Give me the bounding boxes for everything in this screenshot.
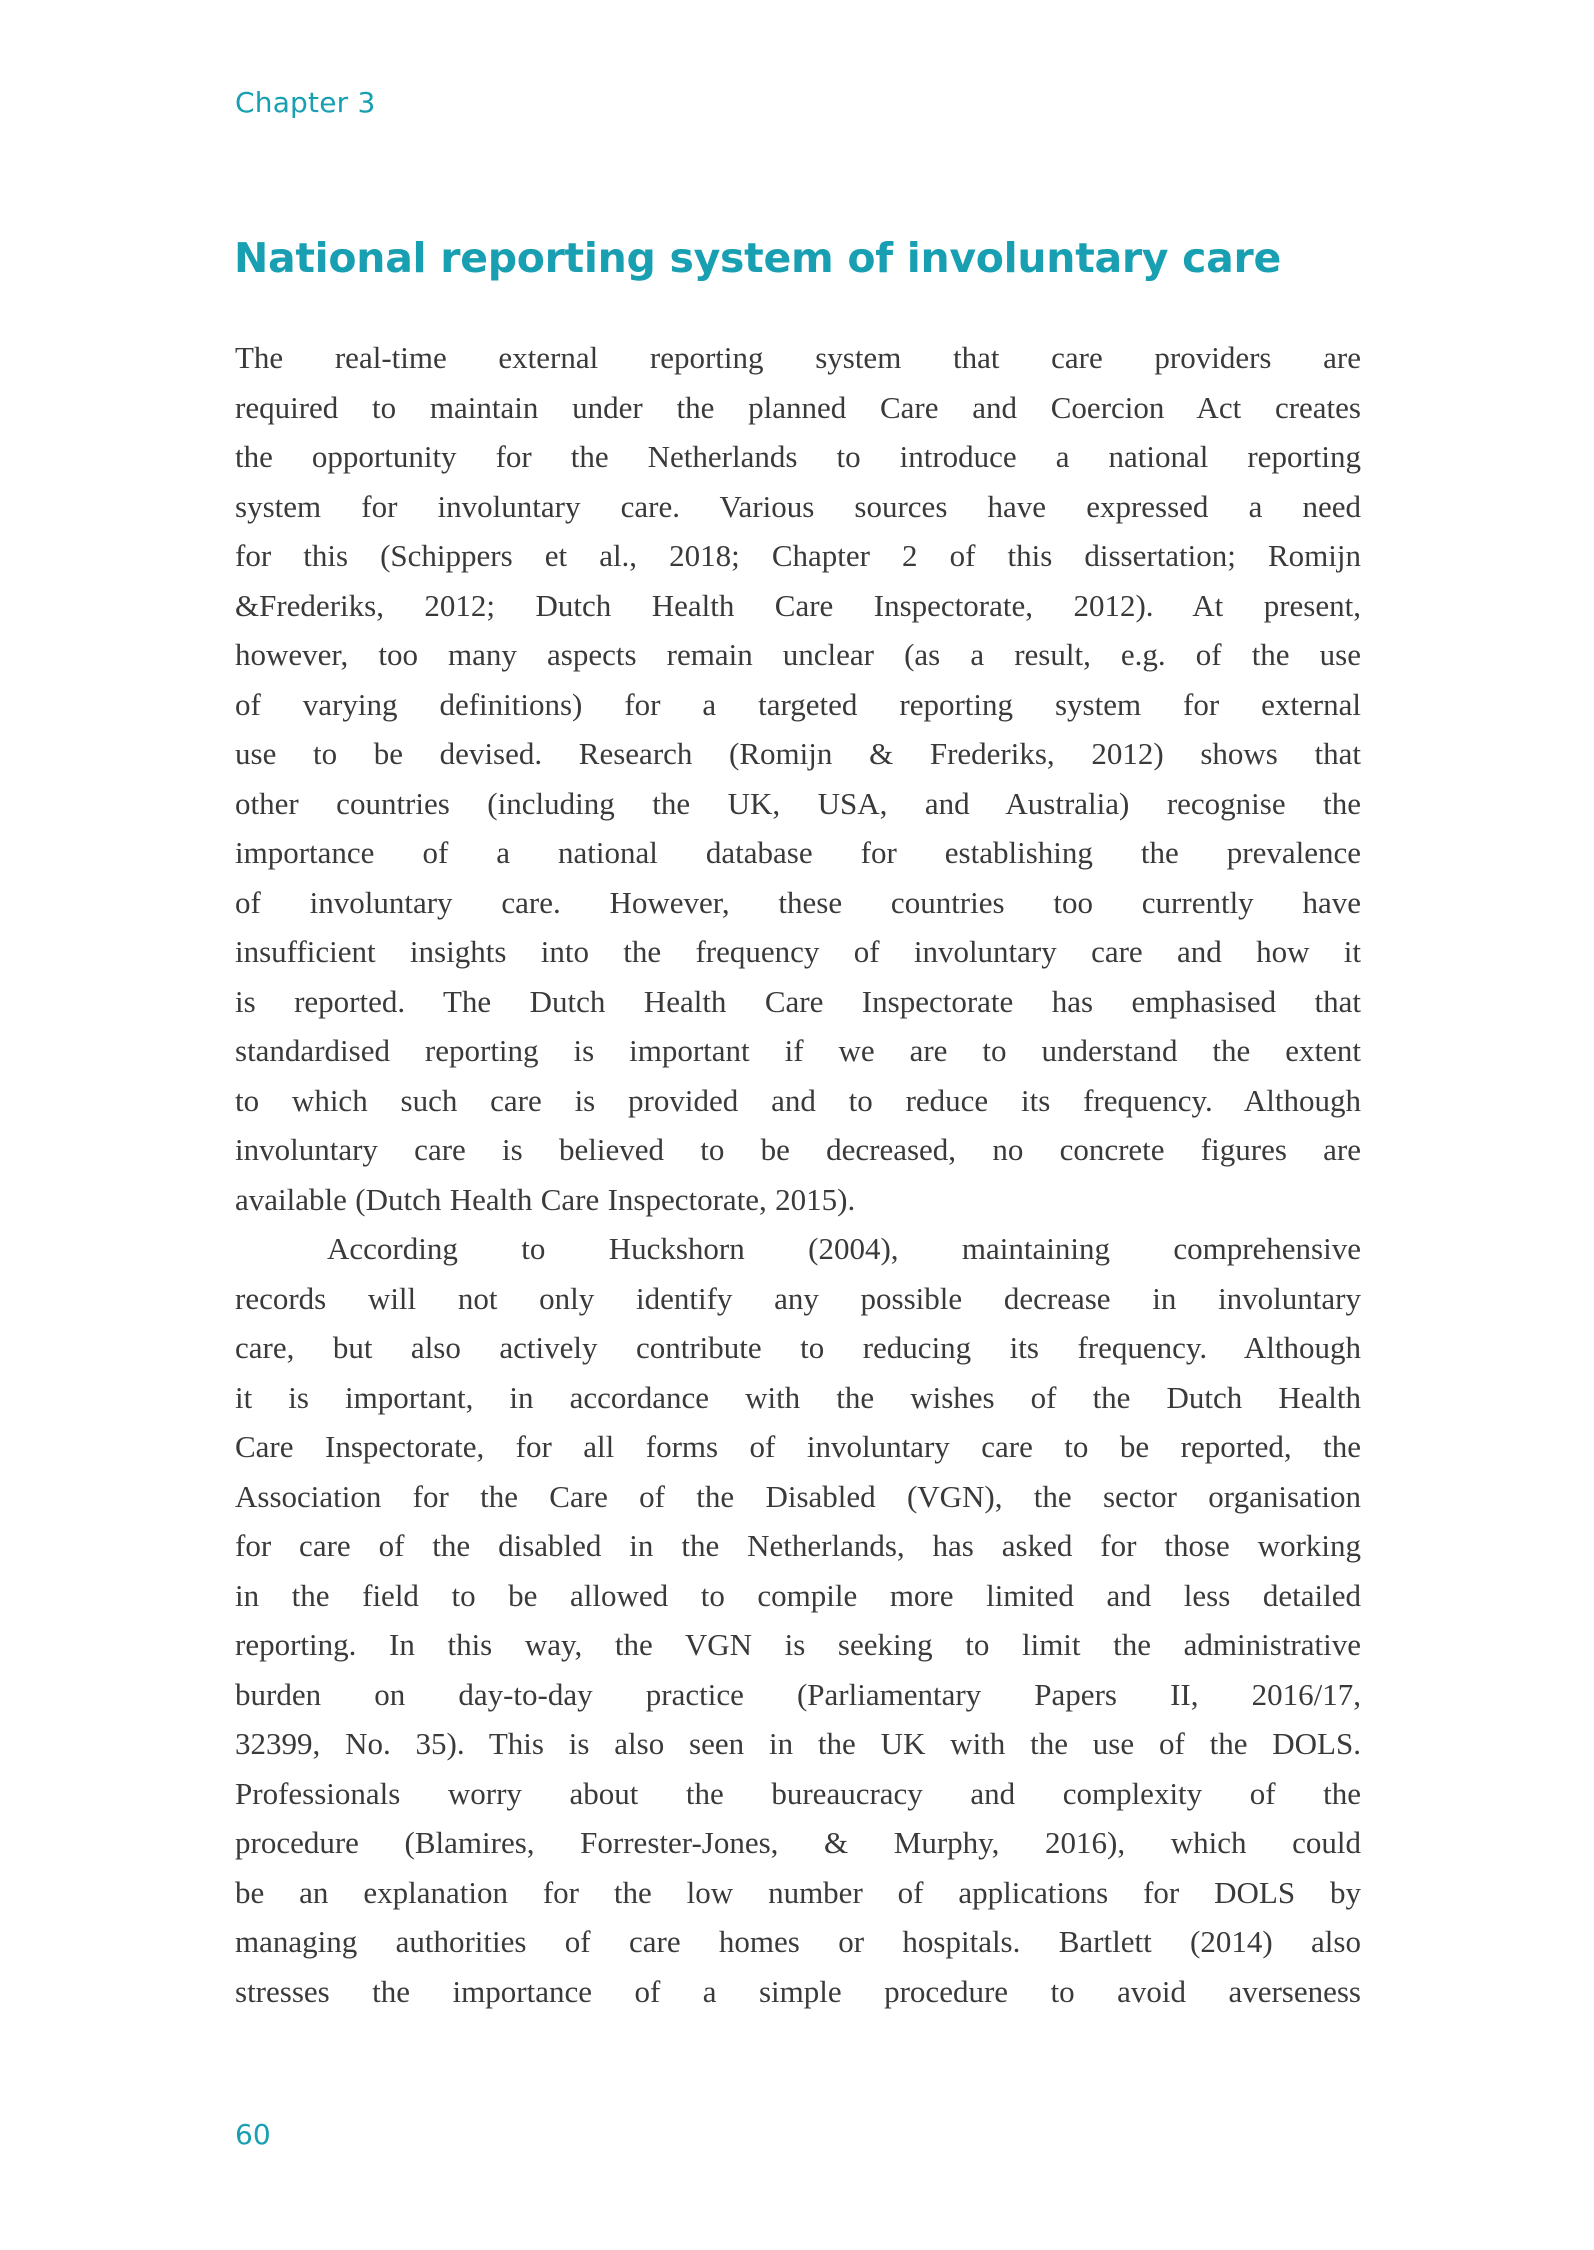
text-line: be an explanation for the low number of applications for DOLS by <box>235 1874 1361 1910</box>
text-line: of varying definitions) for a targeted reporting system for external <box>235 686 1361 722</box>
text-line: the opportunity for the Netherlands to introduce a national reporting <box>235 439 1361 474</box>
text-line: for this (Schippers et al., 2018; Chapter 2 of this dissertation; Romijn <box>235 538 1361 573</box>
text-line: managing authorities of care homes or hospitals. Bartlett (2014) also <box>235 1924 1361 1959</box>
text-line: stresses the importance of a simple procedure to avoid averseness <box>235 1973 1361 2009</box>
text-line: importance of a national database for establishing the prevalence <box>235 835 1361 870</box>
text-line: to which such care is provided and to reduce its frequency. Although <box>235 1082 1361 1118</box>
text-line: Professionals worry about the bureaucracy and complexity of the <box>235 1775 1361 1811</box>
text-line: use to be devised. Research (Romijn & Frederiks, 2012) shows that <box>235 736 1361 771</box>
text-line: of involuntary care. However, these countries too currently have <box>235 884 1361 920</box>
text-line: it is important, in accordance with the wishes of the Dutch Health <box>235 1379 1361 1415</box>
text-line: According to Huckshorn (2004), maintaining comprehensive <box>327 1231 1361 1266</box>
text-line: is reported. The Dutch Health Care Inspectorate has emphasised that <box>235 983 1361 1019</box>
text-line: insufficient insights into the frequency of involuntary care and how it <box>235 934 1361 969</box>
text-line: 32399, No. 35). This is also seen in the UK with the use of the DOLS. <box>235 1726 1361 1761</box>
text-line: required to maintain under the planned Care and Coercion Act creates <box>235 389 1361 425</box>
text-line: available (Dutch Health Care Inspectorate, 2015). <box>235 1181 856 1217</box>
text-line: The real-time external reporting system that care providers are <box>235 340 1361 375</box>
body-text <box>235 333 1361 2016</box>
text-line: burden on day-to-day practice (Parliamentary Papers II, 2016/17, <box>235 1676 1361 1712</box>
text-line: Association for the Care of the Disabled (VGN), the sector organisation <box>235 1478 1361 1514</box>
paragraph <box>235 333 1361 1224</box>
page-number: 60 <box>235 2118 271 2151</box>
text-line: in the field to be allowed to compile more limited and less detailed <box>235 1577 1361 1613</box>
chapter-label: Chapter 3 <box>235 86 376 119</box>
text-line: Care Inspectorate, for all forms of involuntary care to be reported, the <box>235 1429 1361 1464</box>
text-line: care, but also actively contribute to reducing its frequency. Although <box>235 1330 1361 1365</box>
paragraph <box>235 1224 1361 2016</box>
text-line: reporting. In this way, the VGN is seeking to limit the administrative <box>235 1627 1361 1662</box>
text-line: system for involuntary care. Various sources have expressed a need <box>235 488 1361 524</box>
text-line: records will not only identify any possible decrease in involuntary <box>235 1280 1361 1316</box>
text-line: standardised reporting is important if we are to understand the extent <box>235 1033 1361 1068</box>
page-title: National reporting system of involuntary care <box>234 234 1281 282</box>
text-line: other countries (including the UK, USA, and Australia) recognise the <box>235 785 1361 821</box>
text-line: however, too many aspects remain unclear (as a result, e.g. of the use <box>235 637 1361 672</box>
text-line: for care of the disabled in the Netherlands, has asked for those working <box>235 1528 1361 1563</box>
text-line: &Frederiks, 2012; Dutch Health Care Inspectorate, 2012). At present, <box>235 587 1361 623</box>
text-line: procedure (Blamires, Forrester-Jones, & Murphy, 2016), which could <box>235 1825 1361 1860</box>
text-line: involuntary care is believed to be decreased, no concrete figures are <box>235 1132 1361 1167</box>
